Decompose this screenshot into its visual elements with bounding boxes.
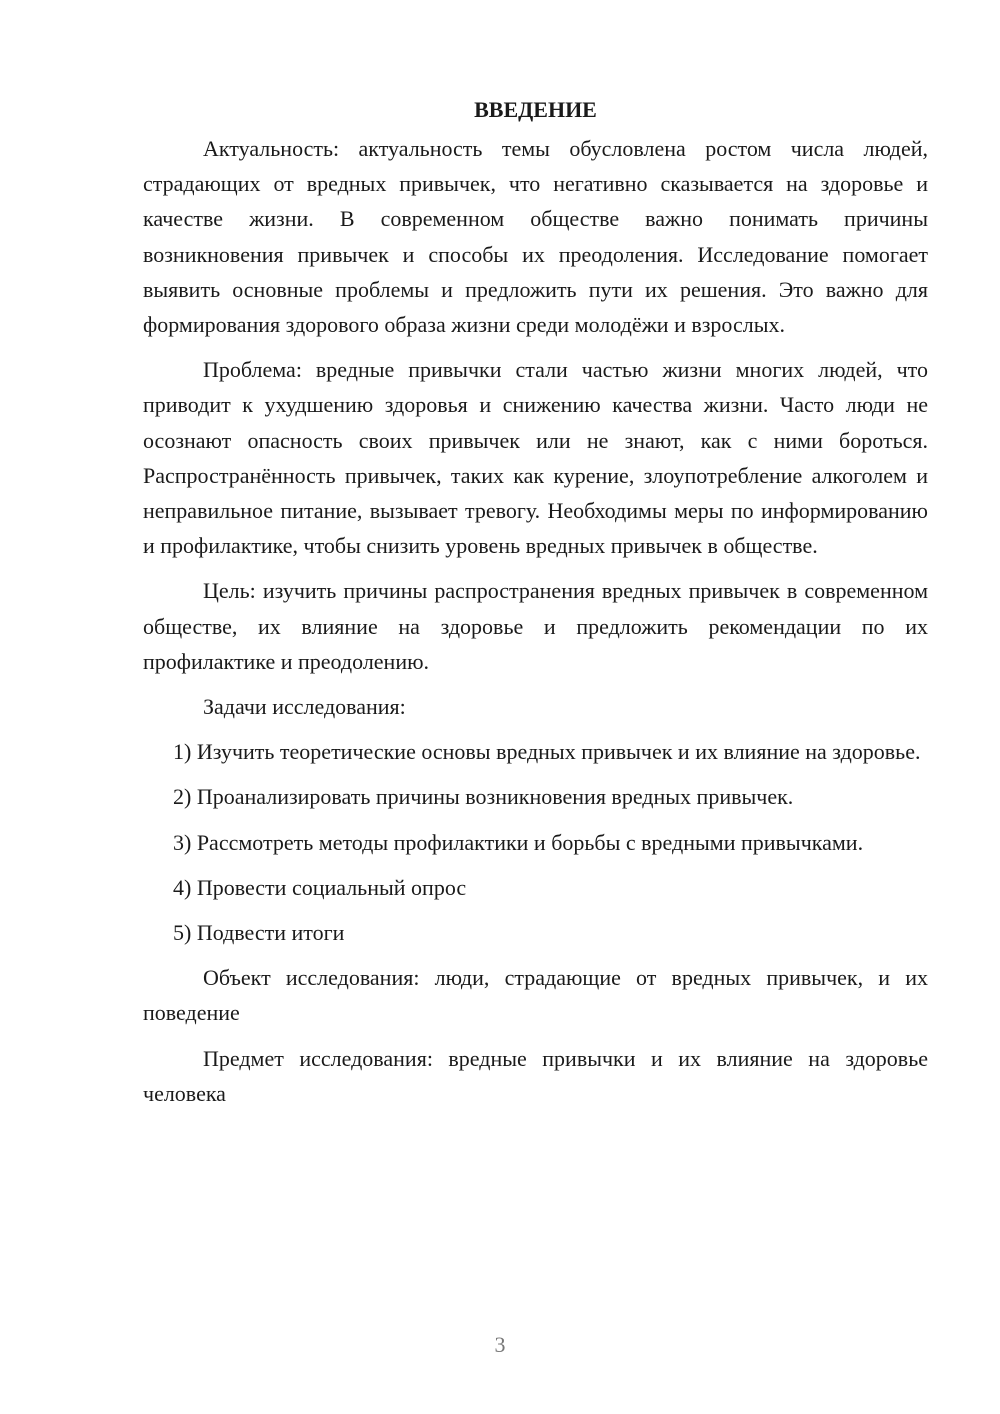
research-object-paragraph: Объект исследования: люди, страдающие от вредных привычек, и их поведение <box>143 965 928 1026</box>
task-item-3: 3) Рассмотреть методы профилактики и борьбы с вредными привычками. <box>173 829 864 855</box>
task-item-1: 1) Изучить теоретические основы вредных привычек и их влияние на здоровье. <box>173 739 921 765</box>
relevance-paragraph: Актуальность: актуальность темы обусловлена ростом числа людей, страдающих от вредных привычек, что негативно сказывается на здоровье и качестве жизни. В современном обществе важно понимать причины возникновения привычек и способы их преодоления. Исследование помогает выявить основные проблемы и предложить пути их решения. Это важно для формирования здорового образа жизни среди молодёжи и взрослых. <box>143 136 928 338</box>
page-title: ВВЕДЕНИЕ <box>474 97 597 122</box>
goal-paragraph: Цель: изучить причины распространения вредных привычек в современном обществе, их влияние на здоровье и предложить рекомендации по их профилактике и преодолению. <box>143 578 928 674</box>
page-number: 3 <box>494 1332 506 1357</box>
task-item-4: 4) Провести социальный опрос <box>173 874 467 900</box>
problem-paragraph: Проблема: вредные привычки стали частью жизни многих людей, что приводит к ухудшению здоровья и снижению качества жизни. Часто люди не осознают опасность своих привычек или не знают, как с ними бороться. Распространённость привычек, таких как курение, злоупотребление алкоголем и неправильное питание, вызывает тревогу. Необходимы меры по информированию и профилактике, чтобы снизить уровень вредных привычек в обществе. <box>143 357 928 559</box>
task-item-5: 5) Подвести итоги <box>173 920 345 946</box>
task-item-2: 2) Проанализировать причины возникновения вредных привычек. <box>173 784 794 810</box>
research-subject-paragraph: Предмет исследования: вредные привычки и их влияние на здоровье человека <box>143 1045 928 1106</box>
document-body <box>143 92 928 1121</box>
tasks-heading: Задачи исследования: <box>203 694 406 720</box>
